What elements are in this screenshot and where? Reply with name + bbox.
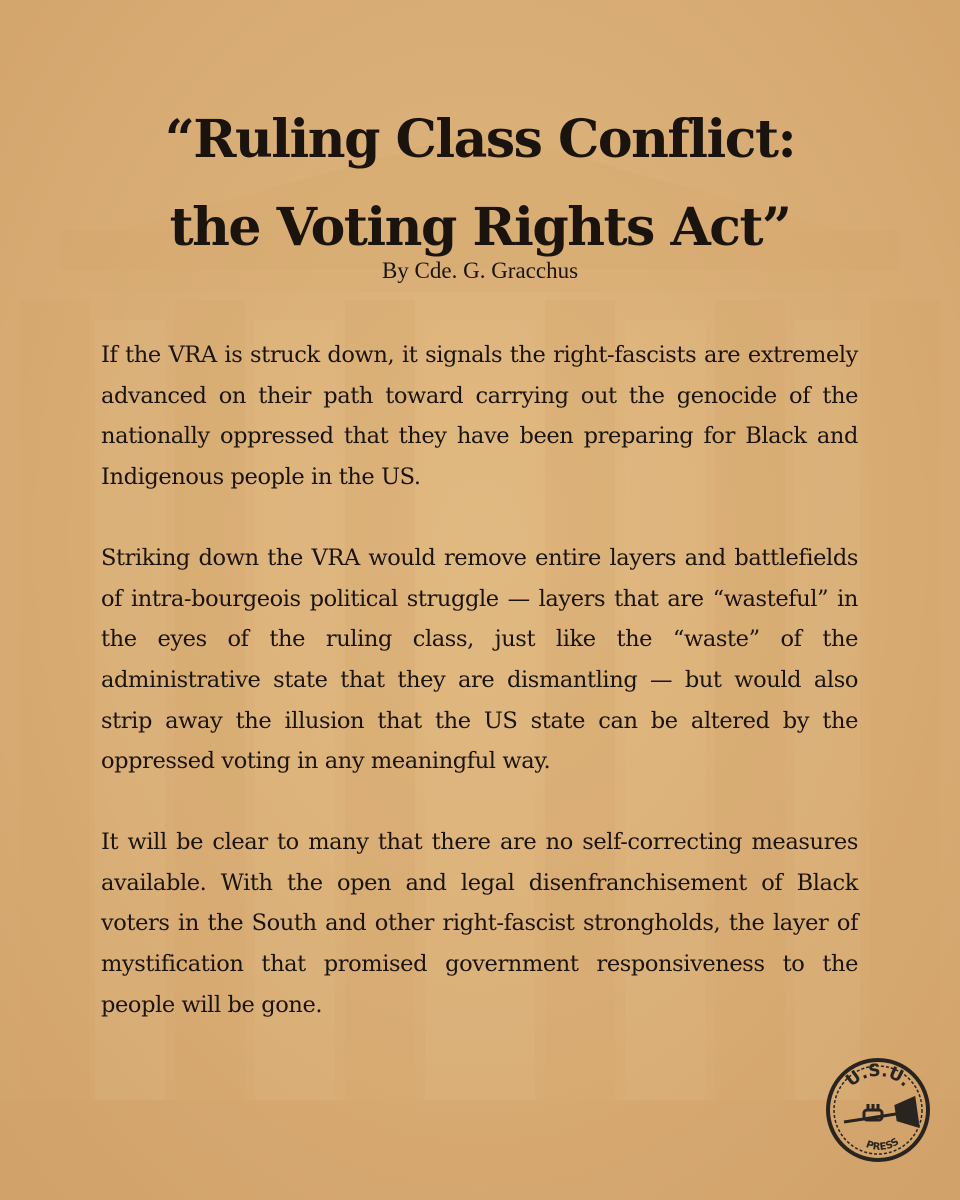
usu-press-stamp-logo [822,1054,934,1166]
paragraph-2: Striking down the VRA would remove entire layers and battlefields of intra-bourgeois political struggle — layers that are “wasteful” in the eyes of the ruling class, just like the “waste” of the administrative state that they are dismantling — but would also strip away the illusion that the US state can be altered by the oppressed voting in any meaningful way. [101,544,858,775]
title-line-2: the Voting Rights Act” [169,197,791,258]
title-line-1: “Ruling Class Conflict: [164,109,796,170]
author-byline: By Cde. G. Gracchus [381,258,579,283]
article-body [101,335,858,1066]
stamp-top-text: U.S.U. [842,1060,915,1092]
stamp-bottom-text: PRESS [864,1136,902,1154]
page-title [60,96,900,272]
trumpet-icon [844,1098,918,1126]
paragraph-1: If the VRA is struck down, it signals the right-fascists are extremely advanced on their path toward carrying out the genocide of the nationally oppressed that they have been preparing for Black and Indigenous people in the US. [101,342,858,491]
paragraph-3: It will be clear to many that there are no self-correcting measures available. With the open and legal disenfranchisement of Black voters in the South and other right-fascist strongholds, the layer of mystification that promised government responsiveness to the people will be gone. [101,829,858,1018]
